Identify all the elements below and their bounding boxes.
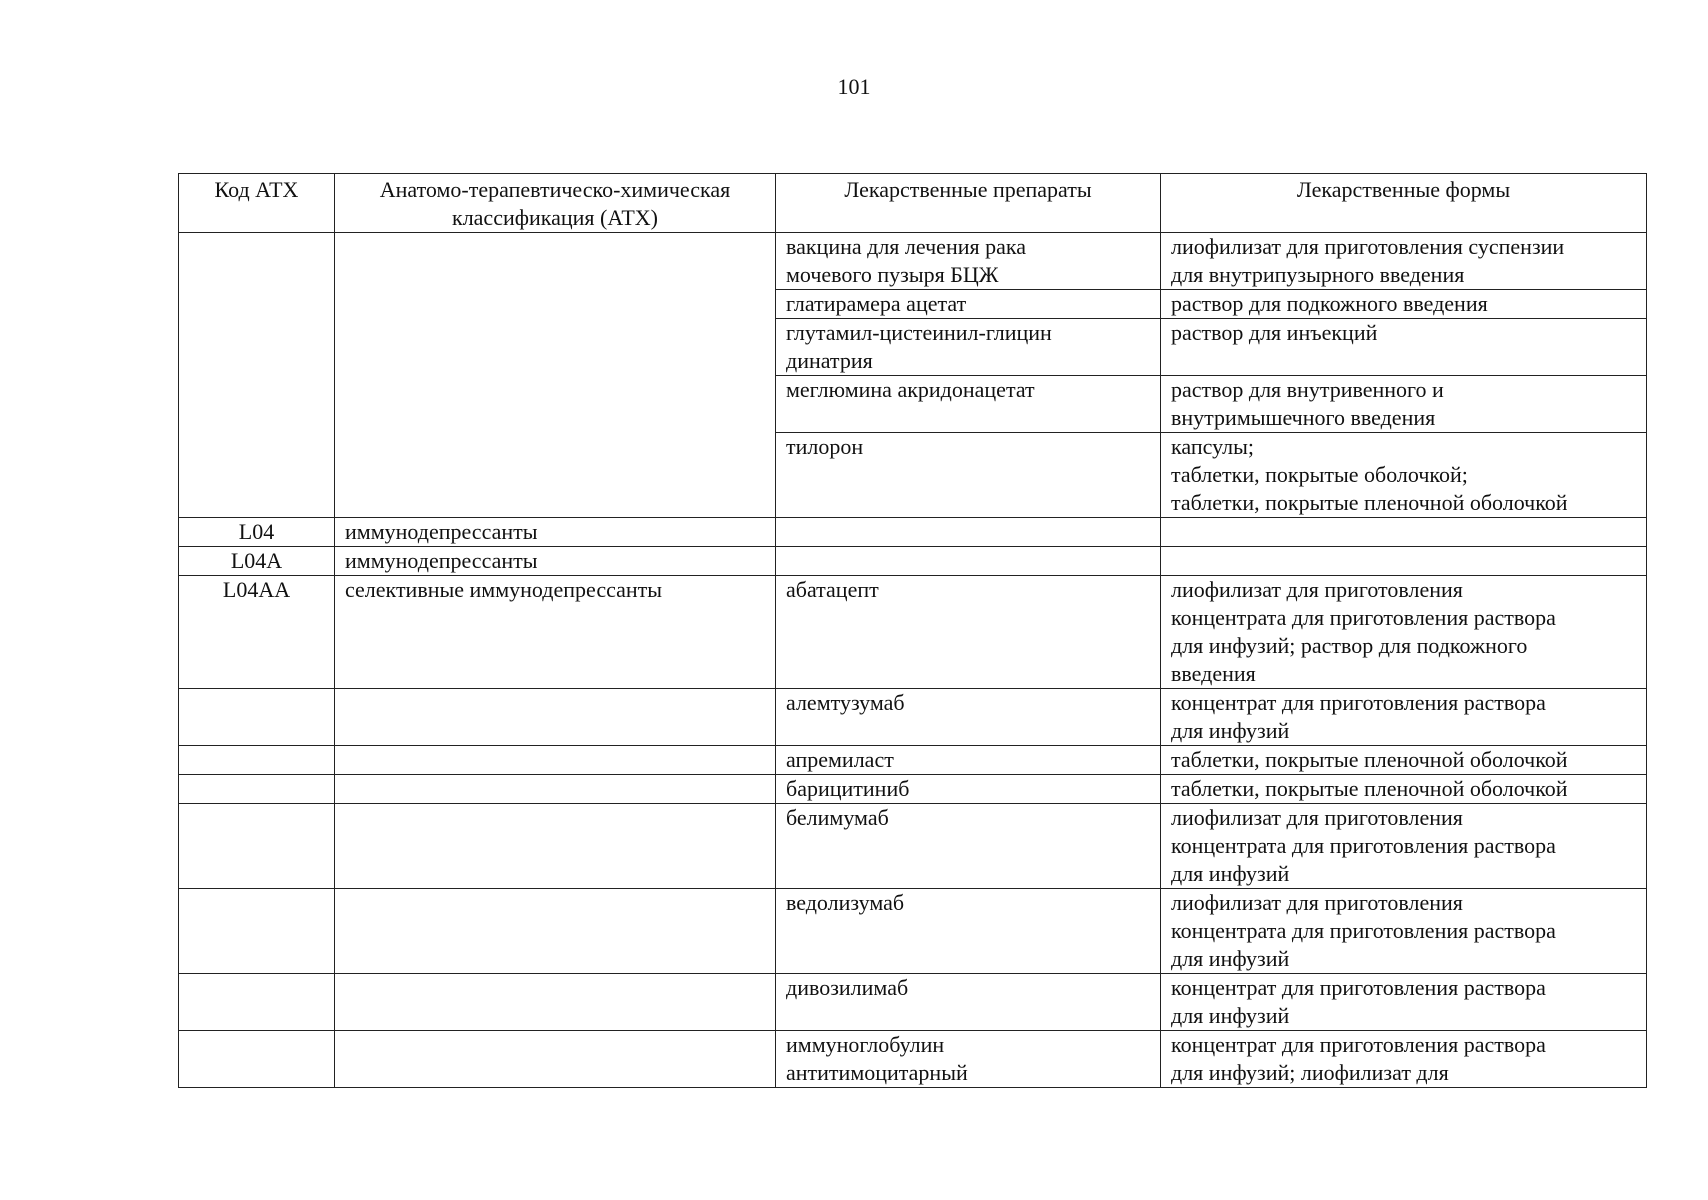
- header-row: [179, 174, 1647, 233]
- cell-drug-line: ведолизумаб: [786, 890, 905, 915]
- cell-drug-line: белимумаб: [786, 805, 889, 830]
- cell-code: L04A: [179, 547, 335, 576]
- cell-drug: [776, 518, 1161, 547]
- cell-forms-line: лиофилизат для приготовления: [1171, 805, 1463, 830]
- cell-forms-line: для инфузий; лиофилизат для: [1171, 1060, 1449, 1085]
- cell-forms-line: введения: [1171, 661, 1256, 686]
- cell-drug: [776, 547, 1161, 576]
- cell-classification: [335, 804, 776, 889]
- table-row: [179, 233, 1647, 290]
- table-row: [179, 689, 1647, 746]
- cell-classification: [335, 974, 776, 1031]
- cell-forms-line: раствор для внутривенного и: [1171, 377, 1444, 402]
- cell-forms-line: таблетки, покрытые оболочкой;: [1171, 462, 1468, 487]
- cell-forms: [1161, 974, 1647, 1031]
- cell-forms: [1161, 376, 1647, 433]
- cell-forms-line: капсулы;: [1171, 434, 1254, 459]
- header-classification-line: Анатомо-терапевтическо-химическая: [379, 177, 731, 202]
- cell-drug: [776, 889, 1161, 974]
- cell-code: [179, 804, 335, 889]
- cell-forms: [1161, 689, 1647, 746]
- cell-forms-line: для инфузий; раствор для подкожного: [1171, 633, 1528, 658]
- header-drugs-line: Лекарственные препараты: [844, 177, 1092, 202]
- page-number: 101: [837, 74, 871, 99]
- cell-drug-line: барицитиниб: [786, 776, 910, 801]
- cell-classification: [335, 746, 776, 775]
- cell-forms-line: для внутрипузырного введения: [1171, 262, 1465, 287]
- table-row: [179, 1031, 1647, 1088]
- table-row: [179, 804, 1647, 889]
- cell-forms: [1161, 746, 1647, 775]
- cell-forms-line: концентрата для приготовления раствора: [1171, 833, 1556, 858]
- cell-drug: [776, 804, 1161, 889]
- cell-forms-line: концентрата для приготовления раствора: [1171, 918, 1556, 943]
- cell-drug-line: меглюмина акридонацетат: [786, 377, 1035, 402]
- header-classification: [335, 174, 776, 233]
- table-row: [179, 746, 1647, 775]
- table-row: [179, 547, 1647, 576]
- table-row: [179, 889, 1647, 974]
- cell-code: [179, 746, 335, 775]
- cell-forms: [1161, 233, 1647, 290]
- header-drugs: [776, 174, 1161, 233]
- cell-drug-line: антитимоцитарный: [786, 1060, 968, 1085]
- cell-drug: [776, 746, 1161, 775]
- cell-code: [179, 889, 335, 974]
- cell-forms: [1161, 775, 1647, 804]
- header-code-line: Код АТХ: [214, 177, 299, 202]
- table-row: [179, 775, 1647, 804]
- table-row: [179, 576, 1647, 689]
- cell-code: [179, 974, 335, 1031]
- cell-drug: [776, 1031, 1161, 1088]
- cell-classification: [335, 1031, 776, 1088]
- cell-drug-line: дивозилимаб: [786, 975, 909, 1000]
- cell-forms: [1161, 889, 1647, 974]
- cell-drug-line: глутамил-цистеинил-глицин: [786, 320, 1052, 345]
- header-classification-line: классификация (АТХ): [452, 205, 658, 230]
- cell-classification: [335, 889, 776, 974]
- cell-code: [179, 689, 335, 746]
- cell-drug: [776, 376, 1161, 433]
- cell-forms-line: концентрат для приготовления раствора: [1171, 690, 1546, 715]
- header-forms: [1161, 174, 1647, 233]
- cell-drug: [776, 689, 1161, 746]
- cell-forms-line: для инфузий: [1171, 946, 1290, 971]
- cell-drug: [776, 433, 1161, 518]
- header-forms-line: Лекарственные формы: [1296, 177, 1511, 202]
- cell-drug: [776, 974, 1161, 1031]
- cell-forms-line: лиофилизат для приготовления: [1171, 890, 1463, 915]
- cell-forms-line: таблетки, покрытые пленочной оболочкой: [1171, 747, 1568, 772]
- cell-forms-line: для инфузий: [1171, 861, 1290, 886]
- cell-forms-line: раствор для подкожного введения: [1171, 291, 1488, 316]
- cell-forms: [1161, 1031, 1647, 1088]
- cell-forms: [1161, 319, 1647, 376]
- cell-drug-line: алемтузумаб: [786, 690, 905, 715]
- cell-classification: иммунодепрессанты: [335, 547, 776, 576]
- cell-drug-line: динатрия: [786, 348, 873, 373]
- cell-forms-line: для инфузий: [1171, 1003, 1290, 1028]
- header-code: [179, 174, 335, 233]
- table-header: [179, 174, 1647, 233]
- cell-forms-line: таблетки, покрытые пленочной оболочкой: [1171, 776, 1568, 801]
- cell-forms: [1161, 433, 1647, 518]
- cell-forms-line: концентрат для приготовления раствора: [1171, 975, 1546, 1000]
- cell-drug-line: глатирамера ацетат: [786, 291, 967, 316]
- cell-forms: [1161, 804, 1647, 889]
- cell-drug: [776, 319, 1161, 376]
- table-row: [179, 974, 1647, 1031]
- cell-forms: [1161, 576, 1647, 689]
- cell-code: [179, 1031, 335, 1088]
- cell-forms-line: внутримышечного введения: [1171, 405, 1436, 430]
- cell-forms-line: раствор для инъекций: [1171, 320, 1378, 345]
- cell-drug-line: абатацепт: [786, 577, 879, 602]
- cell-code: [179, 775, 335, 804]
- atx-table: [178, 173, 1647, 1088]
- cell-forms-line: для инфузий: [1171, 718, 1290, 743]
- cell-forms-line: лиофилизат для приготовления суспензии: [1171, 234, 1565, 259]
- cell-forms: [1161, 518, 1647, 547]
- table-body: [179, 233, 1647, 1088]
- cell-classification: [335, 689, 776, 746]
- table-row: [179, 518, 1647, 547]
- cell-classification: [335, 233, 776, 518]
- cell-drug: [776, 290, 1161, 319]
- cell-code: L04AA: [179, 576, 335, 689]
- cell-forms-line: концентрат для приготовления раствора: [1171, 1032, 1546, 1057]
- cell-drug-line: апремиласт: [786, 747, 894, 772]
- cell-forms: [1161, 290, 1647, 319]
- cell-drug-line: вакцина для лечения рака: [786, 234, 1027, 259]
- cell-drug-line: мочевого пузыря БЦЖ: [786, 262, 999, 287]
- cell-forms-line: лиофилизат для приготовления: [1171, 577, 1463, 602]
- cell-classification: селективные иммунодепрессанты: [335, 576, 776, 689]
- cell-drug-line: иммуноглобулин: [786, 1032, 945, 1057]
- cell-drug: [776, 233, 1161, 290]
- cell-drug: [776, 775, 1161, 804]
- cell-code: L04: [179, 518, 335, 547]
- cell-forms: [1161, 547, 1647, 576]
- cell-classification: [335, 775, 776, 804]
- cell-forms-line: таблетки, покрытые пленочной оболочкой: [1171, 490, 1568, 515]
- cell-classification: иммунодепрессанты: [335, 518, 776, 547]
- cell-forms-line: концентрата для приготовления раствора: [1171, 605, 1556, 630]
- cell-code: [179, 233, 335, 518]
- cell-drug-line: тилорон: [786, 434, 864, 459]
- cell-drug: [776, 576, 1161, 689]
